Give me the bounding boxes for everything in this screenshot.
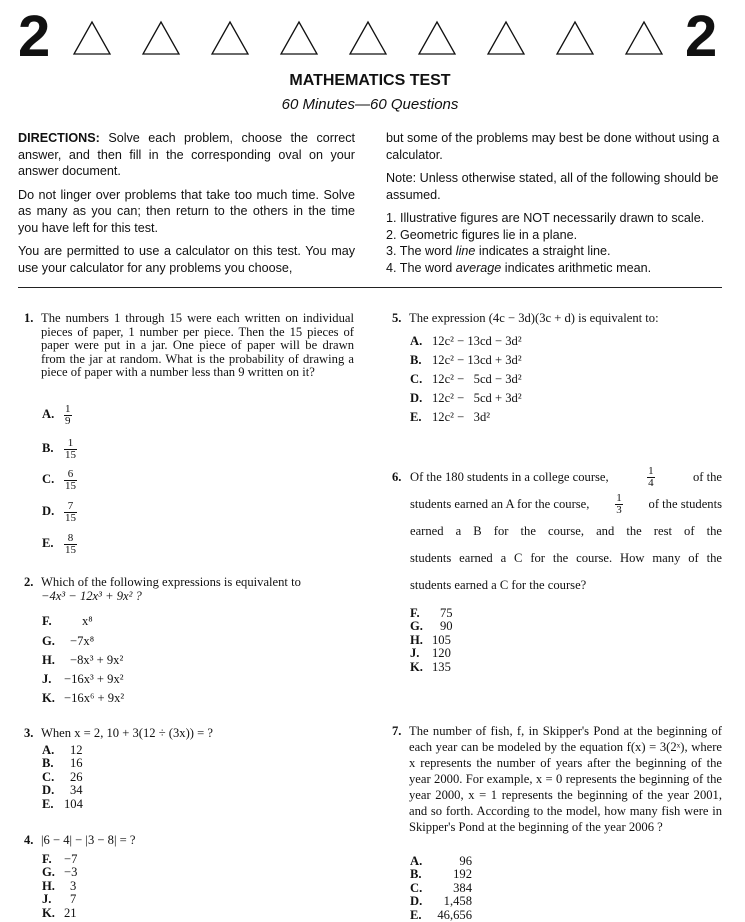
directions-p1: Solve each problem, choose the correct answer, and then fill in the corresponding oval on your answer document. bbox=[18, 131, 355, 178]
test-subtitle: 60 Minutes—60 Questions bbox=[281, 96, 459, 113]
fraction: $\frac{1}{4}$ bbox=[648, 465, 654, 489]
option-f[interactable]: F. 75 bbox=[410, 606, 453, 620]
option-a[interactable]: A. $\frac{1}{9}$ bbox=[42, 403, 71, 427]
fraction: $\frac{1}{3}$ bbox=[616, 492, 622, 516]
option-h[interactable]: H. −8x³ + 9x² bbox=[42, 653, 124, 667]
question-stem: Which of the following expressions is equivalent to −4x³ − 12x³ + 9x² ? bbox=[41, 575, 301, 603]
option-d[interactable]: D. $\frac{7}{15}$ bbox=[42, 500, 76, 524]
option-a[interactable]: A. 12c² − 13cd − 3d² bbox=[410, 334, 522, 348]
option-e[interactable]: E. 104 bbox=[42, 796, 83, 811]
question-6 bbox=[410, 464, 722, 599]
option-e[interactable]: E. 46,656 bbox=[410, 907, 472, 922]
page-number-right: 2 bbox=[685, 4, 718, 69]
triangle-icon bbox=[210, 20, 250, 56]
option-k[interactable]: K. −16x⁶ + 9x² bbox=[42, 691, 125, 705]
option-g[interactable]: G. 90 bbox=[410, 619, 453, 634]
option-b[interactable]: B. 16 bbox=[42, 756, 83, 771]
question-stem: |6 − 4| − |3 − 8| = ? bbox=[41, 833, 136, 847]
option-b[interactable]: B. 12c² − 13cd + 3d² bbox=[410, 353, 522, 367]
option-c[interactable]: C. 26 bbox=[42, 769, 83, 784]
question-number: 2. bbox=[24, 575, 34, 589]
question-2 bbox=[24, 576, 356, 603]
option-k[interactable]: K. 135 bbox=[410, 659, 451, 674]
q7-options bbox=[410, 855, 472, 922]
option-a[interactable]: A. 12 bbox=[42, 743, 83, 757]
q6-line: students earned a C for the course. How many of the bbox=[410, 551, 722, 565]
q6-line: earned a B for the course, and the rest of the bbox=[410, 524, 722, 538]
question-3 bbox=[24, 727, 356, 741]
triangle-icon bbox=[141, 20, 181, 56]
option-a[interactable]: A. 96 bbox=[410, 854, 472, 868]
triangle-icon bbox=[624, 20, 664, 56]
option-g[interactable]: G. −7x⁸ bbox=[42, 634, 95, 648]
q6-line: students earned a C for the course? bbox=[410, 578, 587, 592]
assumption-item: 3. The word line indicates a straight line. bbox=[386, 244, 611, 258]
question-7 bbox=[392, 723, 722, 835]
directions-label: DIRECTIONS: bbox=[18, 131, 100, 145]
option-g[interactable]: G. −3 bbox=[42, 865, 78, 880]
option-e[interactable]: E. $\frac{8}{15}$ bbox=[42, 532, 76, 556]
q4-options bbox=[42, 853, 77, 920]
option-d[interactable]: D. 1,458 bbox=[410, 894, 472, 909]
assumption-item: 4. The word average indicates arithmetic mean. bbox=[386, 260, 652, 275]
option-j[interactable]: J. 120 bbox=[410, 646, 451, 661]
assumptions-list bbox=[386, 210, 724, 276]
triangle-icon bbox=[417, 20, 457, 56]
option-j[interactable]: J. −16x³ + 9x² bbox=[42, 672, 124, 686]
option-f[interactable]: F. −7 bbox=[42, 852, 78, 866]
question-stem: The number of fish, f, in Skipper's Pond at the beginning of each year can be modeled by the equation f(x) = 3(2ˣ), where x represents the number of years after the beginning of the year 2000. For example, x = 0 represents the beginning of the year 2000, x = 1 represents the beginning of the year 2001, and so forth. According to the model, how many fish were in Skipper's Pond at the beginning of the year 2006 ? bbox=[409, 724, 722, 834]
option-c[interactable]: C. $\frac{6}{15}$ bbox=[42, 468, 76, 492]
page-number-left: 2 bbox=[18, 4, 51, 69]
triangle-icon bbox=[279, 20, 319, 56]
option-b[interactable]: B. $\frac{1}{15}$ bbox=[42, 437, 76, 461]
question-stem: The expression (4c − 3d)(3c + d) is equivalent to: bbox=[409, 311, 659, 325]
option-d[interactable]: D. 34 bbox=[42, 783, 83, 798]
divider bbox=[18, 287, 722, 288]
q3-options bbox=[42, 744, 83, 811]
question-1 bbox=[24, 312, 354, 380]
option-c[interactable]: C. 384 bbox=[410, 880, 472, 895]
directions-left bbox=[18, 130, 355, 283]
directions-p3: You are permitted to use a calculator on this test. You may use your calculator for any problems you choose, bbox=[18, 244, 355, 275]
question-number: 5. bbox=[392, 311, 402, 325]
test-title: MATHEMATICS TEST bbox=[289, 72, 451, 89]
option-e[interactable]: E. 12c² − 3d² bbox=[410, 410, 491, 424]
triangle-icon bbox=[348, 20, 388, 56]
directions-note: Note: Unless otherwise stated, all of the following should be assumed. bbox=[386, 171, 719, 202]
triangle-icon bbox=[486, 20, 526, 56]
directions-p4: but some of the problems may best be done without using a calculator. bbox=[386, 131, 720, 162]
option-c[interactable]: C. 12c² − 5cd − 3d² bbox=[410, 372, 522, 386]
option-j[interactable]: J. 7 bbox=[42, 892, 77, 907]
option-d[interactable]: D. 12c² − 5cd + 3d² bbox=[410, 391, 522, 405]
assumption-item: 1. Illustrative figures are NOT necessarily drawn to scale. bbox=[386, 211, 705, 225]
q6-line: students earned an A for the course, $\frac{1}{3}$ of the students bbox=[410, 492, 722, 516]
q6-line: Of the 180 students in a college course, $\frac{1}{4}$ of the bbox=[410, 465, 722, 489]
triangle-icon bbox=[72, 20, 112, 56]
question-number: 1. bbox=[24, 311, 34, 325]
question-stem: The numbers 1 through 15 were each written on individual pieces of paper, 1 number per piece. Then the 15 pieces of paper were put in a jar. One piece of paper will be drawn from the jar at random. What is the probability of drawing a piece of paper with a number less than 9 written on it? bbox=[41, 311, 354, 380]
option-b[interactable]: B. 192 bbox=[410, 867, 472, 882]
triangle-row bbox=[72, 20, 662, 60]
triangle-icon bbox=[555, 20, 595, 56]
assumption-item: 2. Geometric figures lie in a plane. bbox=[386, 227, 578, 242]
question-number: 7. bbox=[392, 724, 402, 738]
option-k[interactable]: K. 21 bbox=[42, 905, 77, 920]
question-number: 4. bbox=[24, 833, 34, 847]
question-number: 3. bbox=[24, 726, 34, 740]
q6-options bbox=[410, 607, 453, 674]
question-number: 6. bbox=[392, 470, 402, 484]
question-4 bbox=[24, 834, 356, 848]
directions-p2: Do not linger over problems that take too much time. Solve as many as you can; then return to the others in the time you have left for this test. bbox=[18, 187, 355, 235]
directions-right bbox=[386, 130, 724, 276]
option-h[interactable]: H. 3 bbox=[42, 878, 77, 893]
option-h[interactable]: H. 105 bbox=[410, 632, 451, 647]
question-5 bbox=[392, 312, 722, 326]
option-f[interactable]: F. x⁸ bbox=[42, 614, 93, 628]
question-stem: When x = 2, 10 + 3(12 ÷ (3x)) = ? bbox=[41, 726, 213, 740]
